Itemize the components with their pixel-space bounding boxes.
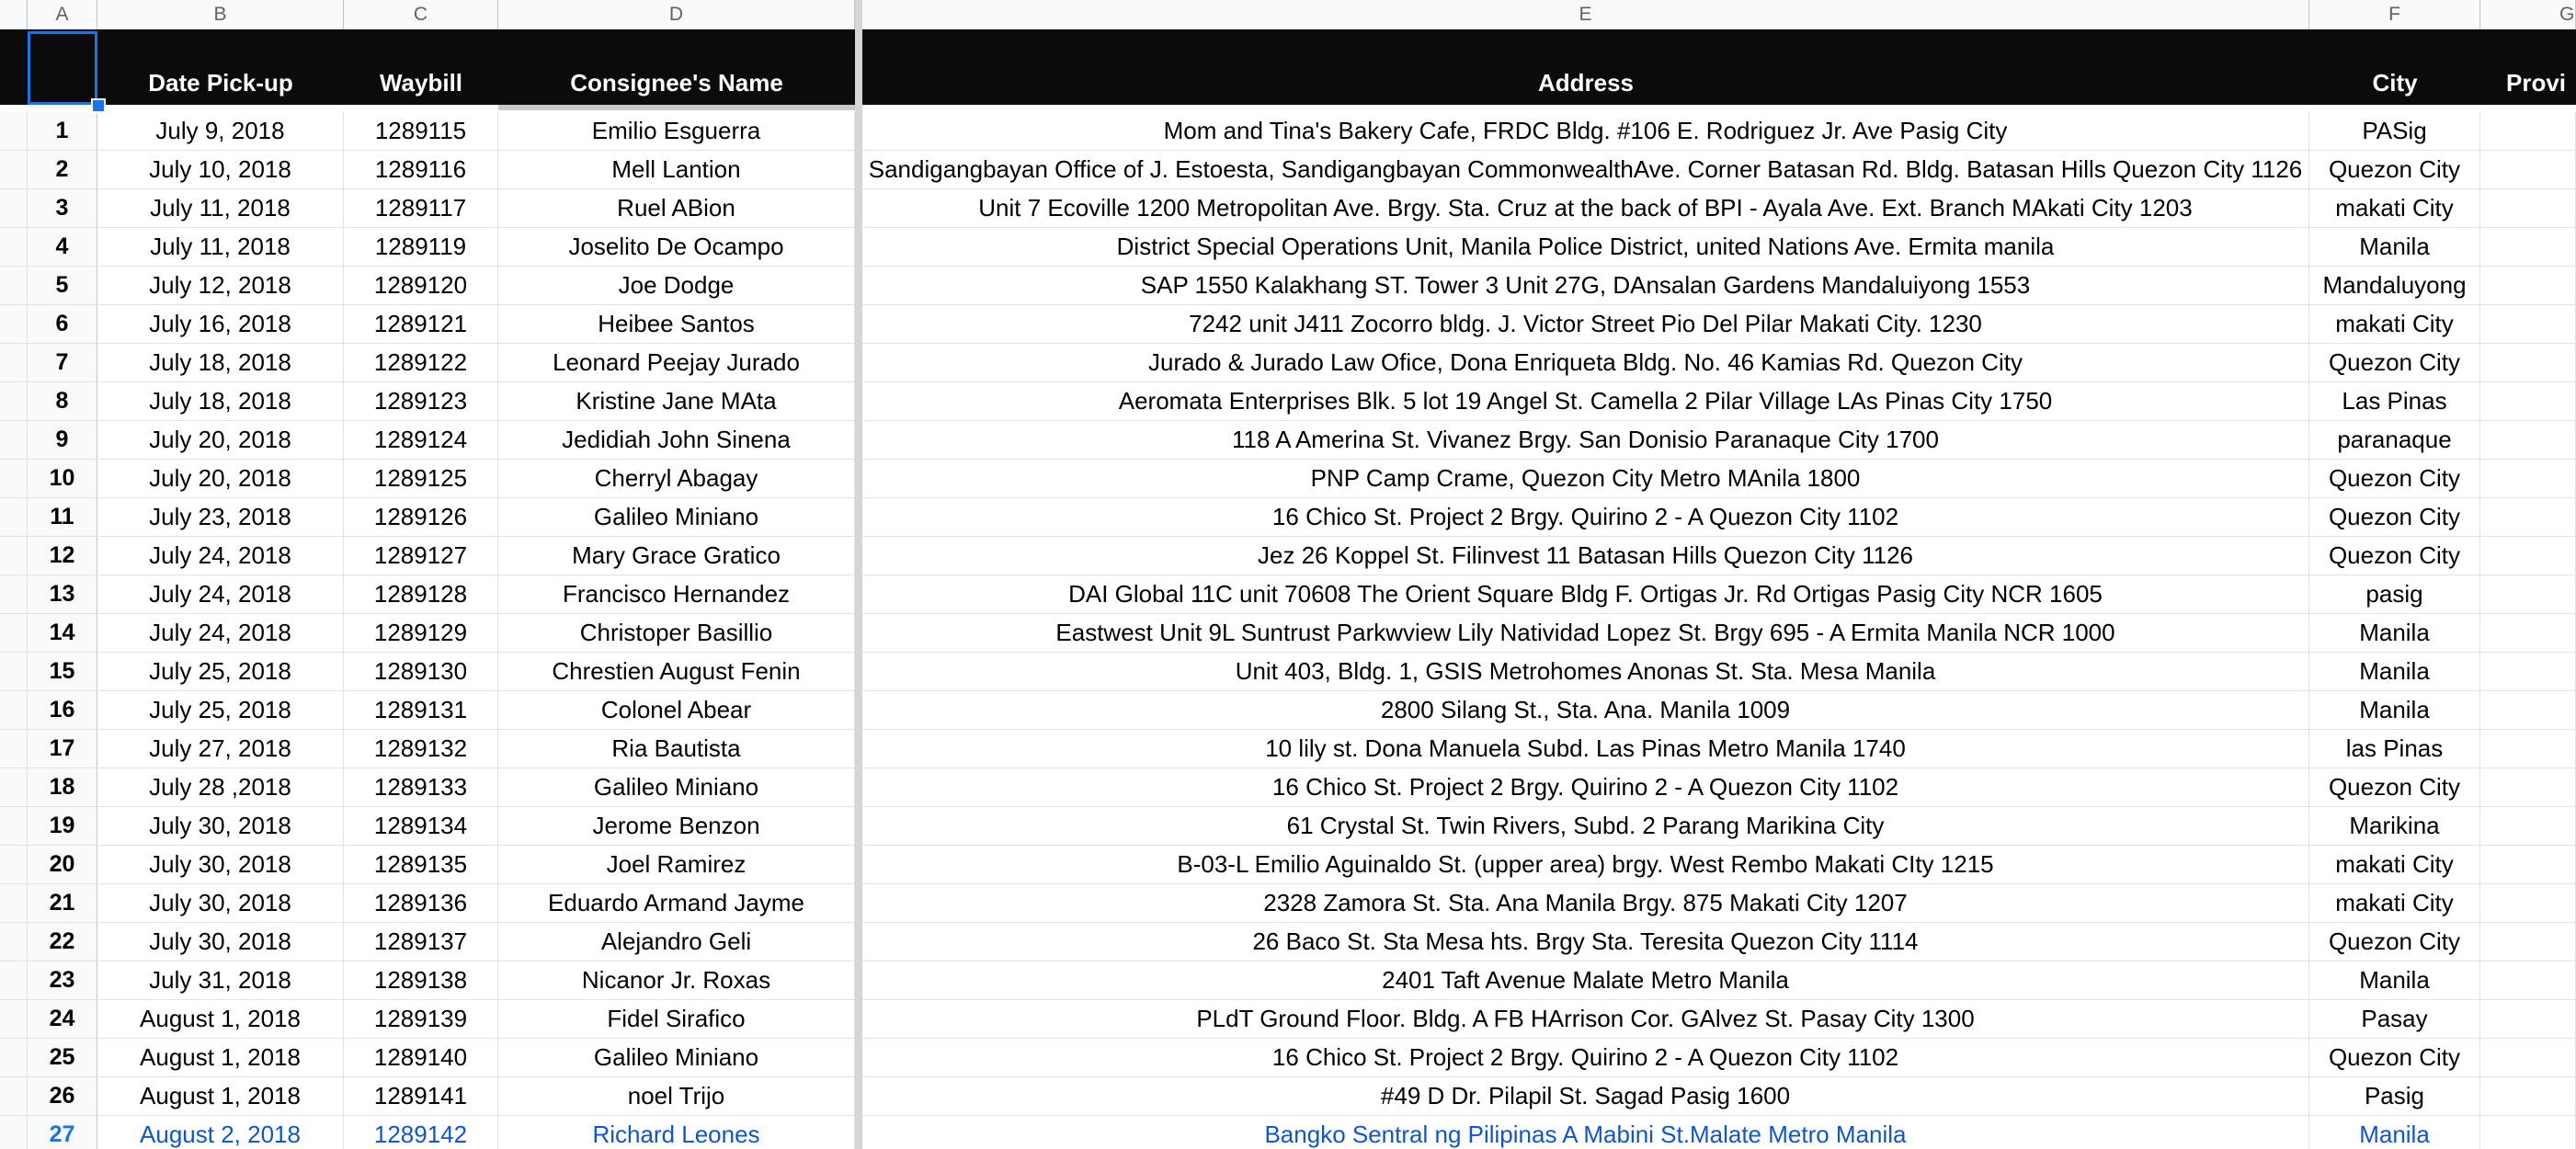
address-cell[interactable]: SAP 1550 Kalakhang ST. Tower 3 Unit 27G, DAnsalan Gardens Mandaluiyong 1553 [862,267,2309,304]
row-number[interactable]: 22 [28,923,97,961]
city-cell[interactable]: Manila [2309,614,2480,652]
date-cell[interactable]: July 18, 2018 [97,344,344,381]
header-cell-f[interactable]: City [2372,69,2418,97]
consignee-name-cell[interactable]: Richard Leones [498,1116,855,1149]
city-cell[interactable]: Quezon City [2309,344,2480,381]
province-cell[interactable] [2480,498,2576,536]
consignee-name-cell[interactable]: Heibee Santos [498,305,855,343]
province-cell[interactable] [2480,344,2576,381]
province-cell[interactable] [2480,305,2576,343]
waybill-cell[interactable]: 1289141 [344,1077,498,1115]
table-row [0,189,2576,228]
date-cell[interactable]: July 20, 2018 [97,421,344,459]
table-row [0,151,2576,189]
column-letter-g[interactable]: G [2480,0,2576,29]
date-cell[interactable]: July 11, 2018 [97,189,344,227]
consignee-name-cell[interactable]: Mell Lantion [498,151,855,188]
province-cell[interactable] [2480,807,2576,845]
address-cell[interactable]: 2328 Zamora St. Sta. Ana Manila Brgy. 875 Makati City 1207 [862,884,2309,922]
address-cell[interactable]: DAI Global 11C unit 70608 The Orient Square Bldg F. Ortigas Jr. Rd Ortigas Pasig City NCR 1605 [862,575,2309,613]
row-number[interactable]: 6 [28,305,97,343]
header-cell-d[interactable]: Consignee's Name [570,69,783,97]
row-number[interactable]: 10 [28,460,97,497]
row-gutter [0,382,28,420]
column-letter-e[interactable]: E [862,0,2309,29]
address-cell[interactable]: 61 Crystal St. Twin Rivers, Subd. 2 Parang Marikina City [862,807,2309,845]
city-cell[interactable]: Quezon City [2309,460,2480,497]
row-number[interactable]: 25 [28,1039,97,1076]
row-gutter [0,421,28,459]
row-number[interactable]: 13 [28,575,97,613]
city-cell[interactable]: paranaque [2309,421,2480,459]
province-cell[interactable] [2480,614,2576,652]
consignee-name-cell[interactable]: Fidel Sirafico [498,1000,855,1038]
row-number[interactable]: 14 [28,614,97,652]
row-number[interactable]: 11 [28,498,97,536]
table-row [0,421,2576,460]
date-cell[interactable]: July 20, 2018 [97,460,344,497]
city-cell[interactable]: Marikina [2309,807,2480,845]
city-cell[interactable]: PASig [2309,112,2480,150]
date-cell[interactable]: July 16, 2018 [97,305,344,343]
province-cell[interactable] [2480,112,2576,150]
table-row [0,961,2576,1000]
province-cell[interactable] [2480,691,2576,729]
row-number[interactable]: 24 [28,1000,97,1038]
city-cell[interactable]: Quezon City [2309,1039,2480,1076]
province-cell[interactable] [2480,1077,2576,1115]
consignee-name-cell[interactable]: Cherryl Abagay [498,460,855,497]
table-row [0,1116,2576,1149]
column-letter-b[interactable]: B [97,0,344,29]
row-number[interactable]: 27 [28,1116,97,1149]
table-row [0,1077,2576,1116]
city-cell[interactable]: makati City [2309,189,2480,227]
row-number[interactable]: 21 [28,884,97,922]
row-gutter [0,653,28,690]
waybill-cell[interactable]: 1289116 [344,151,498,188]
consignee-name-cell[interactable]: Alejandro Geli [498,923,855,961]
province-cell[interactable] [2480,730,2576,768]
header-cell-c[interactable]: Waybill [379,69,463,97]
column-letter-f[interactable]: F [2309,0,2480,29]
table-row [0,884,2576,923]
row-gutter [0,691,28,729]
consignee-name-cell[interactable]: Jedidiah John Sinena [498,421,855,459]
date-cell[interactable]: July 24, 2018 [97,614,344,652]
consignee-name-cell[interactable]: Jerome Benzon [498,807,855,845]
address-cell[interactable]: 2800 Silang St., Sta. Ana. Manila 1009 [862,691,2309,729]
city-cell[interactable]: Manila [2309,691,2480,729]
city-cell[interactable]: Quezon City [2309,537,2480,574]
consignee-name-cell[interactable]: Ruel ABion [498,189,855,227]
city-cell[interactable]: Manila [2309,228,2480,266]
date-cell[interactable]: July 25, 2018 [97,653,344,690]
row-number[interactable]: 1 [28,112,97,150]
consignee-name-cell[interactable]: Emilio Esguerra [498,112,855,150]
waybill-cell[interactable]: 1289138 [344,961,498,999]
address-cell[interactable]: Unit 403, Bldg. 1, GSIS Metrohomes Anonas St. Sta. Mesa Manila [862,653,2309,690]
row-gutter [0,1000,28,1038]
table-row [0,344,2576,382]
table-row [0,846,2576,884]
date-cell[interactable]: July 24, 2018 [97,575,344,613]
province-cell[interactable] [2480,653,2576,690]
consignee-name-cell[interactable]: Joe Dodge [498,267,855,304]
row-gutter [0,730,28,768]
province-cell[interactable] [2480,768,2576,806]
table-row [0,653,2576,691]
row-number[interactable]: 8 [28,382,97,420]
address-cell[interactable]: B-03-L Emilio Aguinaldo St. (upper area) brgy. West Rembo Makati CIty 1215 [862,846,2309,883]
province-cell[interactable] [2480,267,2576,304]
row-number[interactable]: 3 [28,189,97,227]
waybill-cell[interactable]: 1289127 [344,537,498,574]
waybill-cell[interactable]: 1289133 [344,768,498,806]
row-gutter [0,614,28,652]
date-cell[interactable]: July 28 ,2018 [97,768,344,806]
table-row [0,228,2576,267]
city-cell[interactable]: Quezon City [2309,923,2480,961]
waybill-cell[interactable]: 1289124 [344,421,498,459]
consignee-name-cell[interactable]: Eduardo Armand Jayme [498,884,855,922]
date-cell[interactable]: July 30, 2018 [97,807,344,845]
waybill-cell[interactable]: 1289125 [344,460,498,497]
city-cell[interactable]: Manila [2309,961,2480,999]
waybill-cell[interactable]: 1289136 [344,884,498,922]
province-cell[interactable] [2480,537,2576,574]
date-cell[interactable]: July 12, 2018 [97,267,344,304]
waybill-cell[interactable]: 1289117 [344,189,498,227]
city-cell[interactable]: Quezon City [2309,768,2480,806]
waybill-cell[interactable]: 1289130 [344,653,498,690]
row-gutter [0,768,28,806]
row-gutter [0,807,28,845]
consignee-name-cell[interactable]: Nicanor Jr. Roxas [498,961,855,999]
date-cell[interactable]: July 27, 2018 [97,730,344,768]
city-cell[interactable]: makati City [2309,305,2480,343]
row-gutter [0,151,28,188]
city-cell[interactable]: Las Pinas [2309,382,2480,420]
province-cell[interactable] [2480,1116,2576,1149]
header-cell-g[interactable]: Provi [2506,69,2567,97]
table-row [0,305,2576,344]
consignee-name-cell[interactable]: Francisco Hernandez [498,575,855,613]
header-cell-b[interactable]: Date Pick-up [148,69,293,97]
consignee-name-cell[interactable]: Christoper Basillio [498,614,855,652]
city-cell[interactable]: las Pinas [2309,730,2480,768]
date-cell[interactable]: August 1, 2018 [97,1000,344,1038]
table-row [0,1039,2576,1077]
province-cell[interactable] [2480,1039,2576,1076]
date-cell[interactable]: August 1, 2018 [97,1077,344,1115]
table-row [0,267,2576,305]
waybill-cell[interactable]: 1289132 [344,730,498,768]
table-row [0,923,2576,961]
waybill-cell[interactable]: 1289140 [344,1039,498,1076]
province-cell[interactable] [2480,846,2576,883]
column-letter-a[interactable]: A [28,0,97,29]
row-gutter [0,267,28,304]
consignee-name-cell[interactable]: Galileo Miniano [498,768,855,806]
city-cell[interactable]: Manila [2309,653,2480,690]
waybill-cell[interactable]: 1289137 [344,923,498,961]
address-cell[interactable]: 16 Chico St. Project 2 Brgy. Quirino 2 - A Quezon City 1102 [862,498,2309,536]
city-cell[interactable]: makati City [2309,846,2480,883]
row-number[interactable]: 18 [28,768,97,806]
row-number[interactable]: 4 [28,228,97,266]
row-gutter [0,1077,28,1115]
row-gutter [0,923,28,961]
row-number[interactable]: 16 [28,691,97,729]
province-cell[interactable] [2480,961,2576,999]
province-cell[interactable] [2480,575,2576,613]
row-number[interactable]: 19 [28,807,97,845]
consignee-name-cell[interactable]: Leonard Peejay Jurado [498,344,855,381]
row-gutter [0,112,28,150]
waybill-cell[interactable]: 1289135 [344,846,498,883]
city-cell[interactable]: Mandaluyong [2309,267,2480,304]
date-cell[interactable]: July 11, 2018 [97,228,344,266]
address-cell[interactable]: 16 Chico St. Project 2 Brgy. Quirino 2 - A Quezon City 1102 [862,768,2309,806]
row-number[interactable]: 26 [28,1077,97,1115]
date-cell[interactable]: July 25, 2018 [97,691,344,729]
waybill-cell[interactable]: 1289128 [344,575,498,613]
row-number[interactable]: 15 [28,653,97,690]
address-cell[interactable]: 10 lily st. Dona Manuela Subd. Las Pinas Metro Manila 1740 [862,730,2309,768]
table-row [0,575,2576,614]
address-cell[interactable]: 7242 unit J411 Zocorro bldg. J. Victor Street Pio Del Pilar Makati City. 1230 [862,305,2309,343]
row-gutter [0,305,28,343]
row-gutter [0,460,28,497]
row-gutter [0,189,28,227]
row-gutter [0,1116,28,1149]
date-cell[interactable]: August 1, 2018 [97,1039,344,1076]
date-cell[interactable]: August 2, 2018 [97,1116,344,1149]
waybill-cell[interactable]: 1289123 [344,382,498,420]
table-row [0,807,2576,846]
column-letter-c[interactable]: C [344,0,498,29]
city-cell[interactable]: pasig [2309,575,2480,613]
select-all-corner[interactable] [0,0,28,29]
address-cell[interactable]: Bangko Sentral ng Pilipinas A Mabini St.Malate Metro Manila [862,1116,2309,1149]
row-number[interactable]: 20 [28,846,97,883]
address-cell[interactable]: Unit 7 Ecoville 1200 Metropolitan Ave. Brgy. Sta. Cruz at the back of BPI - Ayala Ave. Ext. Branch MAkati City 1203 [862,189,2309,227]
date-cell[interactable]: July 30, 2018 [97,846,344,883]
header-underline [498,105,855,110]
address-cell[interactable]: 16 Chico St. Project 2 Brgy. Quirino 2 - A Quezon City 1102 [862,1039,2309,1076]
province-cell[interactable] [2480,1000,2576,1038]
city-cell[interactable]: Quezon City [2309,151,2480,188]
city-cell[interactable]: Quezon City [2309,498,2480,536]
province-cell[interactable] [2480,228,2576,266]
address-cell[interactable]: Mom and Tina's Bakery Cafe, FRDC Bldg. #106 E. Rodriguez Jr. Ave Pasig City [862,112,2309,150]
waybill-cell[interactable]: 1289131 [344,691,498,729]
date-cell[interactable]: July 24, 2018 [97,537,344,574]
consignee-name-cell[interactable]: Kristine Jane MAta [498,382,855,420]
address-cell[interactable]: Aeromata Enterprises Blk. 5 lot 19 Angel St. Camella 2 Pilar Village LAs Pinas City 1750 [862,382,2309,420]
row-gutter [0,846,28,883]
waybill-cell[interactable]: 1289134 [344,807,498,845]
row-number[interactable]: 7 [28,344,97,381]
address-cell[interactable]: 2401 Taft Avenue Malate Metro Manila [862,961,2309,999]
row-gutter [0,228,28,266]
date-cell[interactable]: July 10, 2018 [97,151,344,188]
date-cell[interactable]: July 30, 2018 [97,884,344,922]
table-row [0,382,2576,421]
address-cell[interactable]: District Special Operations Unit, Manila Police District, united Nations Ave. Ermita manila [862,228,2309,266]
table-row [0,460,2576,498]
row-number[interactable]: 23 [28,961,97,999]
address-cell[interactable]: PNP Camp Crame, Quezon City Metro MAnila 1800 [862,460,2309,497]
consignee-name-cell[interactable]: Joel Ramirez [498,846,855,883]
waybill-cell[interactable]: 1289121 [344,305,498,343]
table-row [0,614,2576,653]
city-cell[interactable]: Pasay [2309,1000,2480,1038]
table-row [0,1000,2576,1039]
province-cell[interactable] [2480,884,2576,922]
row-number[interactable]: 12 [28,537,97,574]
address-cell[interactable]: Jez 26 Koppel St. Filinvest 11 Batasan Hills Quezon City 1126 [862,537,2309,574]
row-number[interactable]: 5 [28,267,97,304]
row-number[interactable]: 17 [28,730,97,768]
address-cell[interactable]: Sandigangbayan Office of J. Estoesta, Sandigangbayan CommonwealthAve. Corner Batasan Rd. Bldg. Batasan Hills Quezon City 1126 [862,151,2309,188]
consignee-name-cell[interactable]: Colonel Abear [498,691,855,729]
city-cell[interactable]: makati City [2309,884,2480,922]
row-number[interactable]: 9 [28,421,97,459]
date-cell[interactable]: July 30, 2018 [97,923,344,961]
waybill-cell[interactable]: 1289115 [344,112,498,150]
table-row [0,498,2576,537]
table-row [0,112,2576,151]
province-cell[interactable] [2480,923,2576,961]
waybill-cell[interactable]: 1289142 [344,1116,498,1149]
city-cell[interactable]: Manila [2309,1116,2480,1149]
consignee-name-cell[interactable]: Galileo Miniano [498,498,855,536]
waybill-cell[interactable]: 1289126 [344,498,498,536]
waybill-cell[interactable]: 1289119 [344,228,498,266]
address-cell[interactable]: Eastwest Unit 9L Suntrust Parkwview Lily Natividad Lopez St. Brgy 695 - A Ermita Manila NCR 1000 [862,614,2309,652]
province-cell[interactable] [2480,421,2576,459]
consignee-name-cell[interactable]: Chrestien August Fenin [498,653,855,690]
row-gutter [0,344,28,381]
waybill-cell[interactable]: 1289129 [344,614,498,652]
table-row [0,537,2576,575]
address-cell[interactable]: Jurado & Jurado Law Ofice, Dona Enriqueta Bldg. No. 46 Kamias Rd. Quezon City [862,344,2309,381]
table-row [0,691,2576,730]
row-gutter [0,961,28,999]
waybill-cell[interactable]: 1289122 [344,344,498,381]
address-cell[interactable]: PLdT Ground Floor. Bldg. A FB HArrison Cor. GAlvez St. Pasay City 1300 [862,1000,2309,1038]
row-gutter [0,884,28,922]
date-cell[interactable]: July 18, 2018 [97,382,344,420]
consignee-name-cell[interactable]: noel Trijo [498,1077,855,1115]
row-gutter [0,498,28,536]
province-cell[interactable] [2480,460,2576,497]
column-letter-d[interactable]: D [498,0,855,29]
consignee-name-cell[interactable]: Joselito De Ocampo [498,228,855,266]
date-cell[interactable]: July 31, 2018 [97,961,344,999]
header-cell-e[interactable]: Address [1537,69,1635,97]
table-row [0,730,2576,768]
province-cell[interactable] [2480,151,2576,188]
row-gutter [0,537,28,574]
address-cell[interactable]: #49 D Dr. Pilapil St. Sagad Pasig 1600 [862,1077,2309,1115]
address-cell[interactable]: 118 A Amerina St. Vivanez Brgy. San Donisio Paranaque City 1700 [862,421,2309,459]
city-cell[interactable]: Pasig [2309,1077,2480,1115]
consignee-name-cell[interactable]: Ria Bautista [498,730,855,768]
date-cell[interactable]: July 23, 2018 [97,498,344,536]
selected-cell-a-header[interactable] [28,31,97,105]
row-number[interactable]: 2 [28,151,97,188]
date-cell[interactable]: July 9, 2018 [97,112,344,150]
frozen-columns-divider[interactable] [855,0,862,1149]
waybill-cell[interactable]: 1289120 [344,267,498,304]
consignee-name-cell[interactable]: Galileo Miniano [498,1039,855,1076]
row-gutter [0,575,28,613]
province-cell[interactable] [2480,382,2576,420]
waybill-cell[interactable]: 1289139 [344,1000,498,1038]
row-gutter [0,1039,28,1076]
fill-handle[interactable] [91,98,106,113]
column-letter-bar [0,0,2576,31]
address-cell[interactable]: 26 Baco St. Sta Mesa hts. Brgy Sta. Teresita Quezon City 1114 [862,923,2309,961]
province-cell[interactable] [2480,189,2576,227]
consignee-name-cell[interactable]: Mary Grace Gratico [498,537,855,574]
table-row [0,768,2576,807]
